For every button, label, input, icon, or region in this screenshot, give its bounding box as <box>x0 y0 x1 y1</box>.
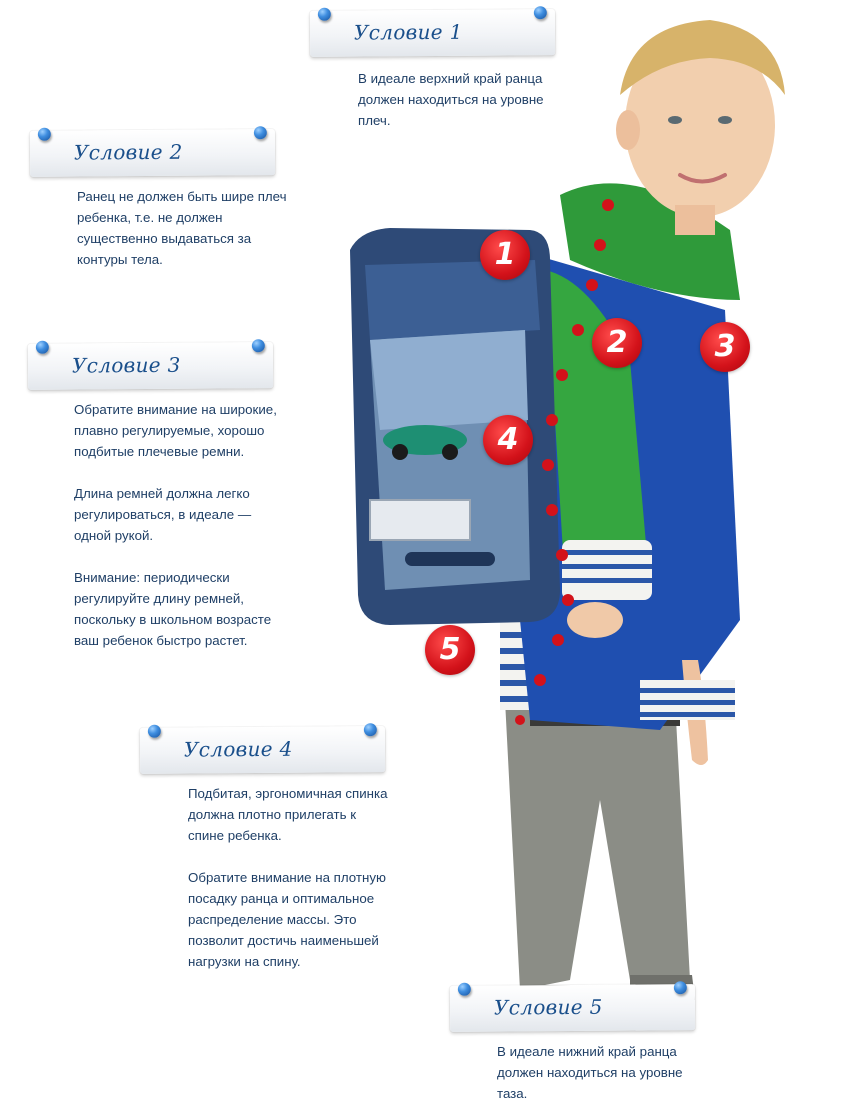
boy-with-backpack-illustration <box>330 0 860 1116</box>
marker-3: 3 <box>700 322 750 372</box>
condition-4-paragraph-2: Обратите внимание на плотную посадку ранца и оптимальное распределение массы. Это позволит достичь наименьшей нагрузки на спину. <box>188 870 386 969</box>
pushpin-icon <box>36 341 49 354</box>
pushpin-icon <box>674 981 687 994</box>
condition-4-text <box>188 783 393 972</box>
marker-5: 5 <box>425 625 475 675</box>
condition-5-paragraph: В идеале нижний край ранца должен находиться на уровне таза. <box>497 1044 683 1101</box>
pushpin-icon <box>534 6 547 19</box>
condition-1-text <box>358 68 553 131</box>
condition-4-title: Условие 4 <box>183 736 293 762</box>
condition-3-title: Условие 3 <box>71 352 181 378</box>
condition-3-paragraph-1: Обратите внимание на широкие, плавно регулируемые, хорошо подбитые плечевые ремни. <box>74 402 277 459</box>
condition-2-text <box>77 186 287 270</box>
condition-5-text <box>497 1041 702 1104</box>
pushpin-icon <box>254 126 267 139</box>
condition-3-paragraph-2: Длина ремней должна легко регулироваться, в идеале — одной рукой. <box>74 486 252 543</box>
pushpin-icon <box>458 983 471 996</box>
condition-2-title: Условие 2 <box>73 139 183 165</box>
condition-1-card <box>310 9 555 57</box>
condition-2-paragraph: Ранец не должен быть шире плеч ребенка, т.е. не должен существенно выдаваться за контуры тела. <box>77 189 287 267</box>
marker-2: 2 <box>592 318 642 368</box>
condition-2-card <box>30 129 275 177</box>
condition-1-paragraph: В идеале верхний край ранца должен находиться на уровне плеч. <box>358 71 544 128</box>
condition-3-paragraph-3: Внимание: периодически регулируйте длину ремней, поскольку в школьном возрасте ваш ребенок быстро растет. <box>74 570 272 648</box>
condition-1-title: Условие 1 <box>353 19 463 45</box>
condition-3-text <box>74 399 284 651</box>
condition-4-card <box>140 726 385 774</box>
pushpin-icon <box>318 8 331 21</box>
condition-4-paragraph-1: Подбитая, эргономичная спинка должна плотно прилегать к спине ребенка. <box>188 786 388 843</box>
pushpin-icon <box>364 723 377 736</box>
pushpin-icon <box>252 339 265 352</box>
condition-3-card <box>28 342 273 390</box>
condition-5-card <box>450 984 695 1032</box>
condition-5-title: Условие 5 <box>493 994 603 1020</box>
pushpin-icon <box>148 725 161 738</box>
pushpin-icon <box>38 128 51 141</box>
marker-1: 1 <box>480 230 530 280</box>
marker-4: 4 <box>483 415 533 465</box>
